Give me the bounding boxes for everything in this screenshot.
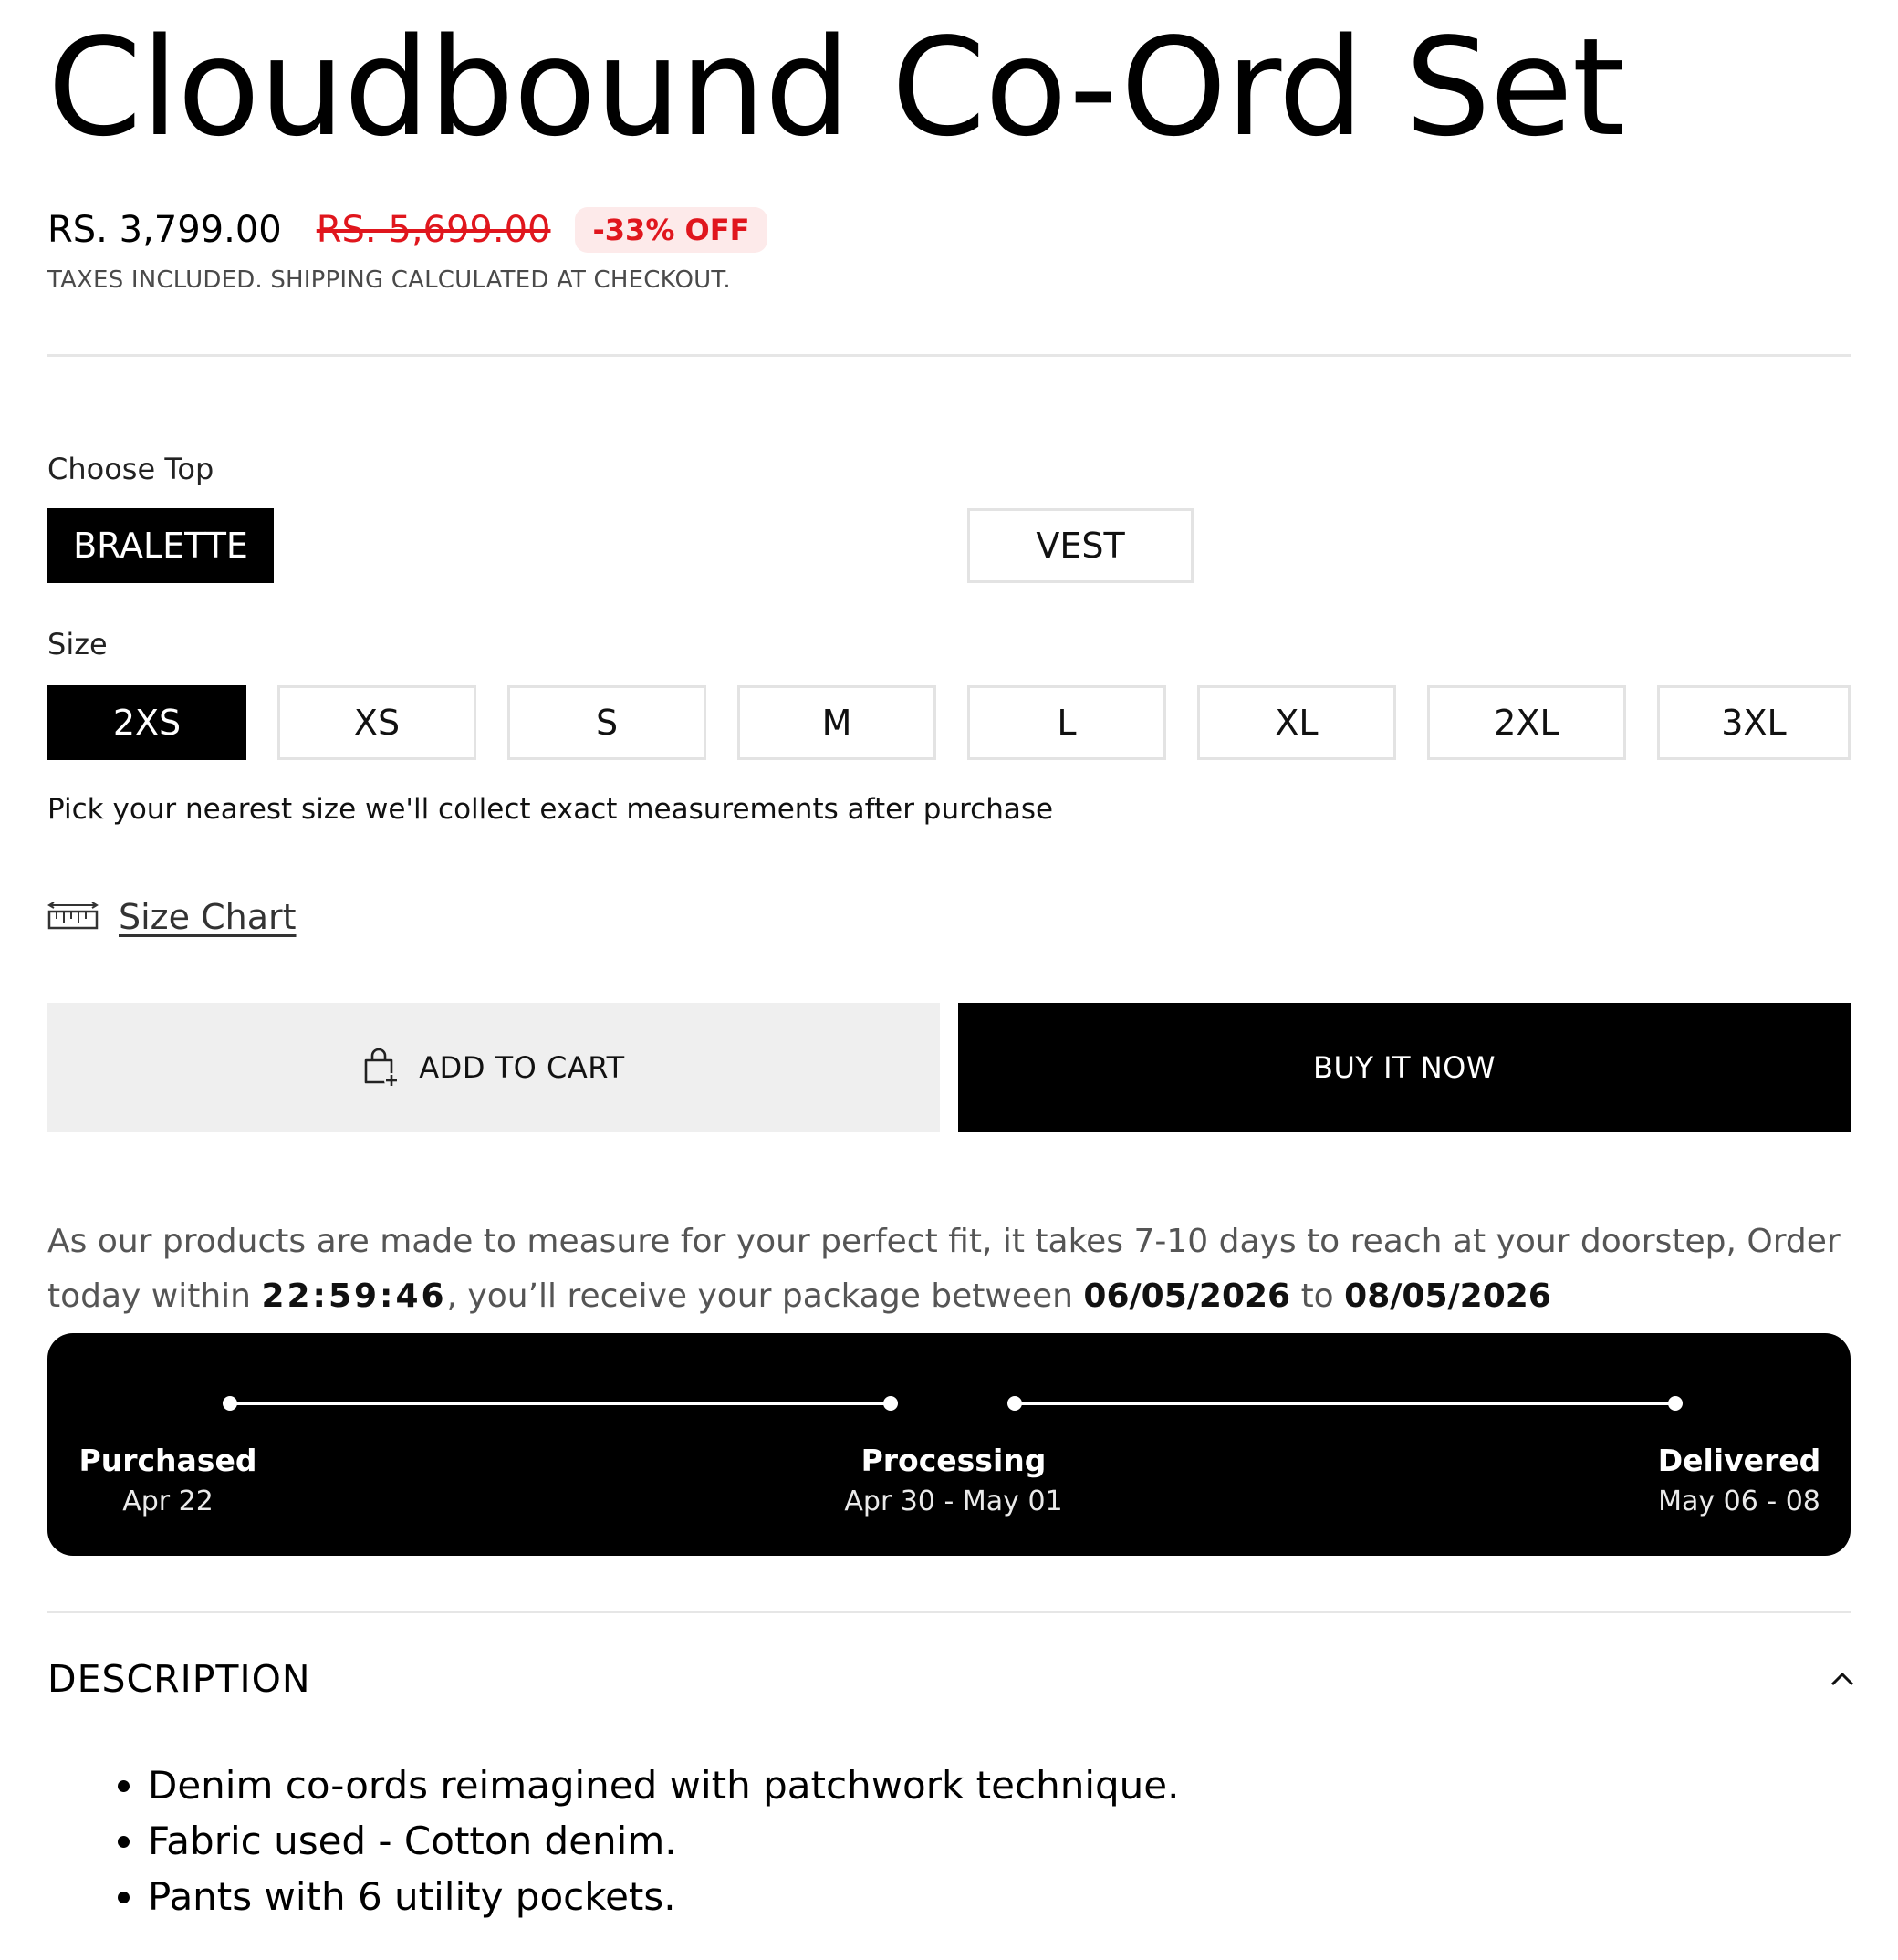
step-date: Apr 30 - May 01: [844, 1486, 1063, 1517]
timeline-dot: [223, 1396, 237, 1411]
sale-price: RS. 3,799.00: [47, 209, 282, 251]
size-chart-label[interactable]: Size Chart: [119, 897, 297, 937]
ruler-icon: [47, 902, 99, 932]
add-to-cart-button[interactable]: [47, 1003, 940, 1132]
delivery-text-3: to: [1300, 1277, 1334, 1315]
description-list: [47, 1757, 1851, 1924]
size-option-s[interactable]: S: [507, 685, 706, 760]
price-row: [47, 204, 1851, 255]
timeline-track-2: [1015, 1402, 1675, 1405]
step-date: May 06 - 08: [1658, 1486, 1820, 1517]
size-option-m[interactable]: M: [737, 685, 936, 760]
timeline-dot: [1668, 1396, 1683, 1411]
size-option-2xs[interactable]: 2XS: [47, 685, 246, 760]
description-title: DESCRIPTION: [47, 1657, 311, 1701]
delivery-estimate: [47, 1215, 1851, 1324]
top-option-vest[interactable]: VEST: [967, 508, 1194, 583]
add-to-cart-label: ADD TO CART: [419, 1050, 625, 1085]
size-option-3xl[interactable]: 3XL: [1657, 685, 1851, 760]
size-note: Pick your nearest size we'll collect exact measurements after purchase: [47, 793, 1054, 826]
size-option-2xl[interactable]: 2XL: [1427, 685, 1626, 760]
choose-top-label: Choose Top: [47, 452, 214, 486]
timeline-step-delivered: [1658, 1443, 1821, 1517]
chevron-up-icon[interactable]: [1829, 1670, 1856, 1688]
top-option-bralette[interactable]: BRALETTE: [47, 508, 274, 583]
delivery-text-2: , you’ll receive your package between: [446, 1277, 1073, 1315]
step-date: Apr 22: [122, 1486, 214, 1517]
product-title: Cloudbound Co-Ord Set: [47, 9, 1624, 166]
delivery-timeline: [47, 1333, 1851, 1556]
timeline-step-processing: [844, 1443, 1062, 1517]
divider: [47, 354, 1851, 357]
discount-badge: -33% OFF: [575, 207, 768, 253]
size-options: [47, 685, 1851, 760]
tax-note: TAXES INCLUDED. SHIPPING CALCULATED AT CHECKOUT.: [47, 266, 731, 294]
size-label: Size: [47, 627, 108, 662]
timeline-track-1: [230, 1402, 891, 1405]
delivery-date-to: 08/05/2026: [1344, 1277, 1551, 1315]
cart-add-icon: [362, 1048, 401, 1088]
description-accordion-header[interactable]: [47, 1657, 1851, 1701]
size-option-xl[interactable]: XL: [1197, 685, 1396, 760]
timeline-dot: [883, 1396, 898, 1411]
step-name: Delivered: [1657, 1443, 1821, 1478]
action-buttons: [47, 1003, 1851, 1132]
size-option-xs[interactable]: XS: [277, 685, 476, 760]
size-option-l[interactable]: L: [967, 685, 1166, 760]
compare-price: RS. 5,699.00: [316, 209, 551, 251]
timeline-step-purchased: [79, 1443, 257, 1517]
timeline-dot: [1007, 1396, 1022, 1411]
size-chart-link[interactable]: [47, 895, 1851, 939]
delivery-date-from: 06/05/2026: [1083, 1277, 1291, 1315]
buy-now-button[interactable]: BUY IT NOW: [958, 1003, 1851, 1132]
list-item: • Pants with 6 utility pockets.: [148, 1869, 1851, 1924]
list-item: • Fabric used - Cotton denim.: [148, 1813, 1851, 1869]
step-name: Purchased: [78, 1443, 257, 1478]
top-options: [47, 508, 1851, 583]
countdown-timer: 22:59:46: [261, 1277, 447, 1315]
step-name: Processing: [860, 1443, 1047, 1478]
delivery-text-1: As our products are made to measure for your perfect fit, it takes 7-10 days to reach at your doorstep, Order today within: [47, 1223, 1841, 1315]
list-item: • Denim co-ords reimagined with patchwork technique.: [148, 1757, 1851, 1813]
divider: [47, 1611, 1851, 1613]
